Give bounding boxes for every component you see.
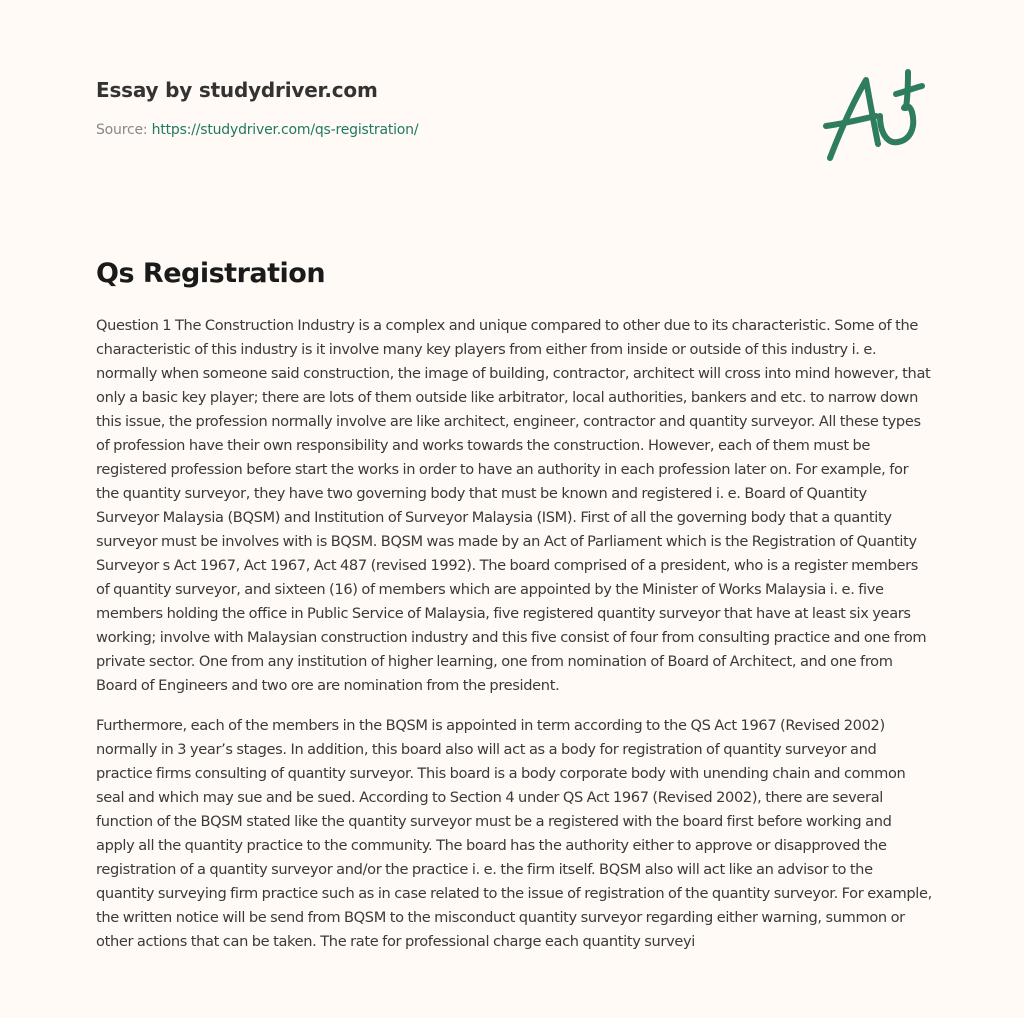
essay-paragraph: Question 1 The Construction Industry is a complex and unique compared to other due to its characteristic. Some of the characteristic of this industry is it involve many key players from either from inside or outside of this industry i. e. normally when someone said construction, the image of building, contractor, architect will cross into mind however, that only a basic key player; there are lots of them outside like arbitrator, local authorities, bankers and etc. to narrow down this issue, the profession normally involve are like architect, engineer, contractor and quantity surveyor. All these types of profession have their own responsibility and works towards the construction. However, each of them must be registered profession before start the works in order to have an authority in each profession later on. For example, for the quantity surveyor, they have two governing body that must be known and registered i. e. Board of Quantity Surveyor Malaysia (BQSM) and Institution of Surveyor Malaysia (ISM). First of all the governing body that a quantity surveyor must be involves with is BQSM. BQSM was made by an Act of Parliament which is the Registration of Quantity Surveyor s Act 1967, Act 1967, Act 487 (revised 1992). The board comprised of a president, who is a register members of quantity surveyor, and sixteen (16) of members which are appointed by the Minister of Works Malaysia i. e. five members holding the office in Public Service of Malaysia, five registered quantity surveyor that have at least six years working; involve with Malaysian construction industry and this five consist of four from consulting practice and one from private sector. One from any institution of higher learning, one from nomination of Board of Architect, and one from Board of Engineers and two ore are nomination from the president.	[96, 317, 931, 694]
source-line	[96, 120, 418, 140]
source-link[interactable]: https://studydriver.com/qs-registration/	[151, 122, 419, 138]
essay-title: Qs Registration	[96, 258, 326, 289]
site-brand: Essay by studydriver.com	[96, 78, 378, 102]
page-header	[96, 74, 418, 140]
essay-body	[96, 314, 932, 970]
a-plus-grade-icon	[818, 66, 930, 166]
essay-paragraph: Furthermore, each of the members in the BQSM is appointed in term according to the QS Act 1967 (Revised 2002) normally in 3 year’s stages. In addition, this board also will act as a body for registration of quantity surveyor and practice firms consulting of quantity surveyor. This board is a body corporate body with unending chain and common seal and which may sue and be sued. According to Section 4 under QS Act 1967 (Revised 2002), there are several function of the BQSM stated like the quantity surveyor must be a registered with the board first before working and apply all the quantity practice to the community. The board has the authority either to approve or disapproved the registration of a quantity surveyor and/or the practice i. e. the firm itself. BQSM also will act like an advisor to the quantity surveying firm practice such as in case related to the issue of registration of the quantity surveyor. For example, the written notice will be send from BQSM to the misconduct quantity surveyor regarding either warning, summon or other actions that can be taken. The rate for professional charge each quantity surveyi	[96, 717, 932, 950]
source-label: Source:	[96, 122, 152, 138]
